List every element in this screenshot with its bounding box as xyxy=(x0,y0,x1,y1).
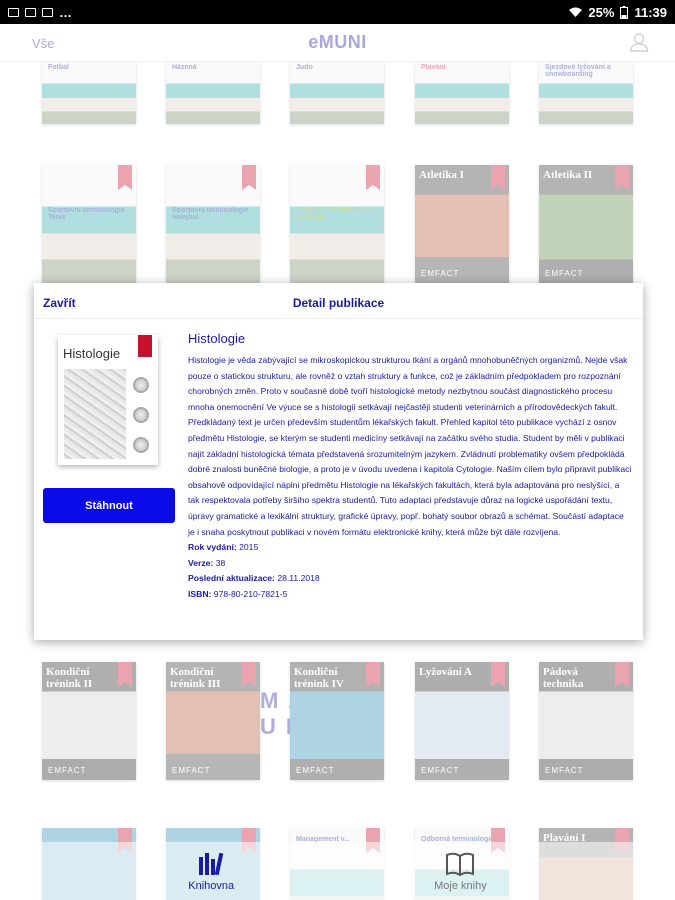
publication-detail-dialog xyxy=(34,283,643,640)
bookmark-flag-icon xyxy=(138,335,152,357)
publication-info xyxy=(188,331,632,603)
meta-row xyxy=(188,540,632,556)
meta-value: 28.11.2018 xyxy=(277,573,320,584)
more-notifications-icon: … xyxy=(59,4,72,20)
cover-micrograph xyxy=(133,407,149,423)
image-icon xyxy=(25,8,36,17)
dialog-title: Detail publikace xyxy=(292,296,385,310)
nav-my-books[interactable] xyxy=(434,851,487,892)
meta-label: Rok vydání: xyxy=(188,542,237,553)
meta-list xyxy=(188,540,632,602)
meta-value: 2015 xyxy=(239,542,259,553)
cover-illustration xyxy=(64,369,126,459)
book-title: Histologie xyxy=(188,331,246,346)
meta-value: 38 xyxy=(215,557,226,568)
bottom-navigation xyxy=(0,842,675,900)
clock: 11:39 xyxy=(634,4,667,20)
battery-icon xyxy=(620,6,628,19)
nav-my-books-label: Moje knihy xyxy=(434,879,487,892)
book-description: Histologie je věda zabývající se mikroskopickou strukturou tkání a orgánů mnohobuněčných organizmů. Nejde však pouze o statickou strukturu, ale rovněž o vztah struktury a funkce, což je základním předpokladem pro rozpoznání chorobných změn. Proto v současné době tvoří histologické metody nezbytnou součást diagnostického procesu mnoha onemocnění Ve výuce se s histologií setkávají nejčastěji studenti veterinárních a přírodovědeckých fakult. Předkládaný text je určen především studentům lékařských fakult. Přehled kapitol této publikace vychází z osnov předmětu Histologie, se kterým se studenti medicíny setkávají na začátku svého studia. Student by měli v publikaci najít základní histologická témata představená srozumitelným jazykem. Zvládnutí problematiky ovšem předpokládá dobré znalosti buněčné biologie, a proto je v úvodu uvedena i kapitola Cytologie. Naším cílem bylo připravit publikaci obsahově odpovídající náplni předmětu Histologie na lékařských fakultách, která byla adaptována pro neslyšící, a tak respektovala potřeby širšího spektra studentů. Tuto adaptaci představuje důraz na logické uspořádání textu, úpravy gramatické a lexikální struktury, grafické úpravy, popř. bohatý soubor obrazů a schémat. Součástí adaptace je i snaha poskytnout publikaci v novém formátu elektronické knihy, která může být dále rozvíjena. xyxy=(188,355,632,537)
library-icon xyxy=(196,851,226,877)
meta-label: Verze: xyxy=(188,557,214,568)
notification-icon xyxy=(8,8,19,17)
meta-row xyxy=(188,571,632,587)
cover-title: Histologie xyxy=(63,346,121,361)
meta-row xyxy=(188,587,632,603)
cover-micrograph xyxy=(133,377,149,393)
nav-library[interactable] xyxy=(188,851,234,892)
wifi-icon xyxy=(569,7,582,18)
status-bar xyxy=(0,0,675,24)
download-button[interactable]: Stáhnout xyxy=(43,488,175,523)
meta-row xyxy=(188,556,632,572)
meta-label: ISBN: xyxy=(188,588,212,599)
book-open-icon xyxy=(445,851,475,877)
cover-micrograph xyxy=(133,437,149,453)
notification-icons xyxy=(8,5,72,20)
meta-value: 978-80-210-7821-5 xyxy=(213,588,288,599)
nav-library-label: Knihovna xyxy=(188,879,235,892)
meta-label: Poslední aktualizace: xyxy=(188,573,275,584)
book-cover xyxy=(58,335,158,465)
close-button[interactable]: Zavřít xyxy=(43,296,76,310)
photo-icon xyxy=(42,8,53,17)
dialog-divider xyxy=(34,318,643,319)
battery-percent: 25% xyxy=(588,4,615,20)
